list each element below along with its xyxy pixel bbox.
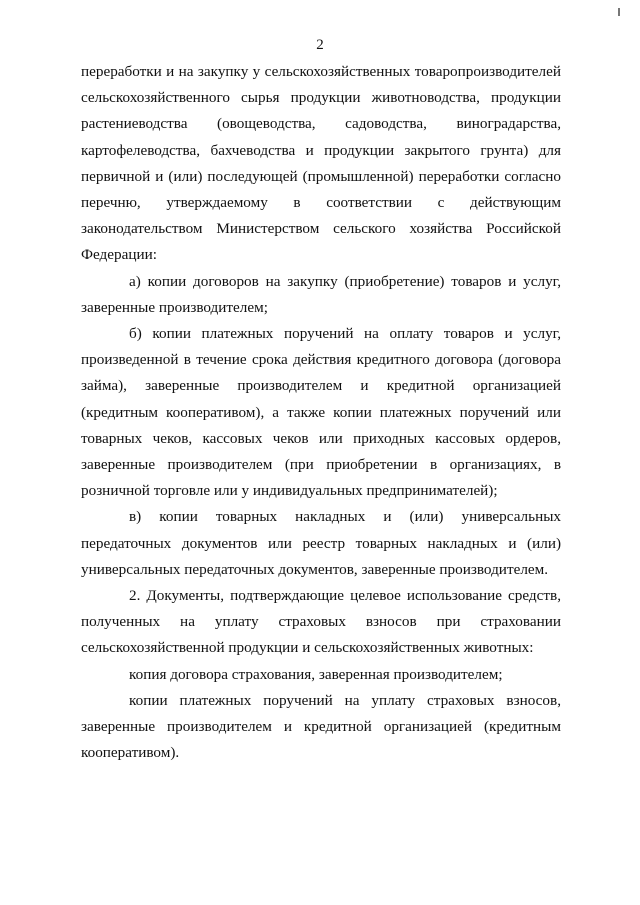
paragraph-item-a: а) копии договоров на закупку (приобретение) товаров и услуг, заверенные производителем; bbox=[81, 272, 561, 316]
paragraph-item-v: в) копии товарных накладных и (или) универсальных передаточных документов или реестр товарных накладных и (или) универсальных передаточных документов, заверенные производителем. bbox=[81, 508, 561, 578]
page-number: 2 bbox=[316, 37, 324, 53]
paragraph-insurance-contract: копия договора страхования, заверенная производителем; bbox=[129, 665, 503, 683]
paragraph-payment-orders: копии платежных поручений на уплату страховых взносов, заверенные производителем и кредитной организацией (кредитным кооперативом). bbox=[81, 691, 561, 762]
paragraph-section-2: 2. Документы, подтверждающие целевое использование средств, полученных на уплату страховых взносов при страховании сельскохозяйственной продукции и сельскохозяйственных животных: bbox=[81, 587, 561, 657]
paragraph-item-b: б) копии платежных поручений на оплату товаров и услуг, произведенной в течение срока действия кредитного договора (договора займа), заверенные производителем и кредитной организацией (кредитным кооперативом), а также копии платежных поручений или товарных чеков, кассовых чеков или приходных кассовых ордеров, заверенные производителем (при приобретении в организациях, в розничной торговле или у индивидуальных предпринимателей); bbox=[81, 325, 561, 500]
paragraph-continuation: переработки и на закупку у сельскохозяйственных товаропроизводителей сельскохозяйственного сырья продукции животноводства, продукции растениеводства (овощеводства, садоводства, виноградарства, картофелеводства, бахчеводства и продукции закрытого грунта) для первичной и (или) последующей (промышленной) переработки согласно перечню, утверждаемому в соответствии с действующим законодательством Министерством сельского хозяйства Российской Федерации: bbox=[81, 63, 561, 264]
scan-edge-mark bbox=[618, 8, 620, 16]
document-body bbox=[81, 59, 561, 766]
